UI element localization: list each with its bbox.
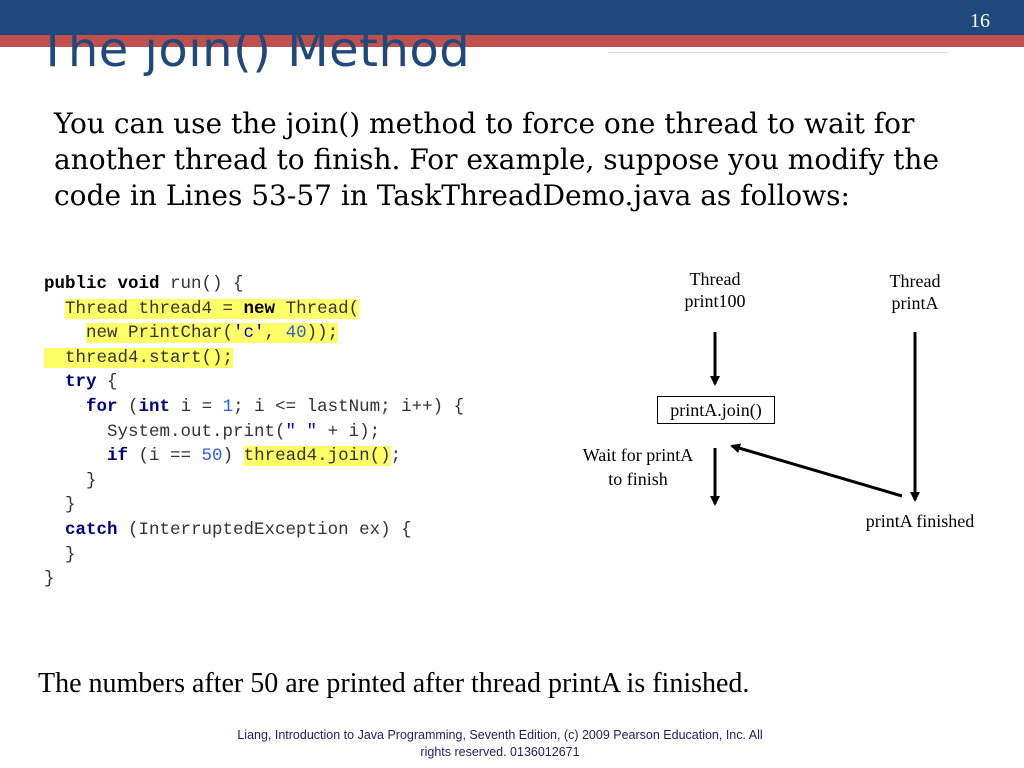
wait-label: Wait for printA [582, 445, 694, 465]
code-line-3: new PrintChar('c', 40)); [86, 323, 339, 344]
code-line-2: Thread thread4 = new Thread( [65, 298, 360, 319]
printA-finished-label: printA finished [865, 511, 975, 531]
join-diagram [560, 260, 1024, 560]
code-line-1: public void run() { [44, 274, 244, 294]
code-line-8: if (i == 50) thread4.join(); [107, 446, 402, 467]
slide-number: 16 [970, 10, 990, 32]
footer-copyright: Liang, Introduction to Java Programming, Seventh Edition, (c) 2009 Pearson Education, Inc. All rights reserved. 0136012671 [237, 728, 763, 759]
accent-stripe [608, 52, 948, 58]
thread-print100-label: Thread print100 [684, 269, 746, 311]
wait-label-line2: to finish [608, 469, 668, 489]
code-line-7: System.out.print(" " + i); [107, 421, 381, 442]
intro-paragraph: You can use the join() method to force one thread to wait for another thread to finish. For example, suppose you modify the code in Lines 53-57 in TaskThreadDemo.java as follows: [54, 107, 940, 212]
code-line-10: } [65, 495, 76, 516]
code-line-6: for (int i = 1; i <= lastNum; i++) { [86, 396, 465, 417]
code-line-9: } [86, 470, 97, 491]
code-line-13: } [44, 569, 55, 590]
thread-printA-label: Thread printA [889, 271, 941, 313]
slide-title: The join() Method [38, 22, 471, 78]
code-line-12: } [65, 544, 76, 565]
code-line-4: thread4.start(); [44, 348, 233, 368]
finished-signal-arrow [732, 446, 902, 496]
code-line-5: try { [65, 372, 118, 393]
code-block [44, 272, 464, 592]
accent-stripe [608, 62, 1024, 65]
join-call-label: printA.join() [670, 400, 762, 420]
conclusion-text: The numbers after 50 are printed after thread printA is finished. [38, 668, 750, 699]
code-line-11: catch (InterruptedException ex) { [65, 519, 412, 540]
